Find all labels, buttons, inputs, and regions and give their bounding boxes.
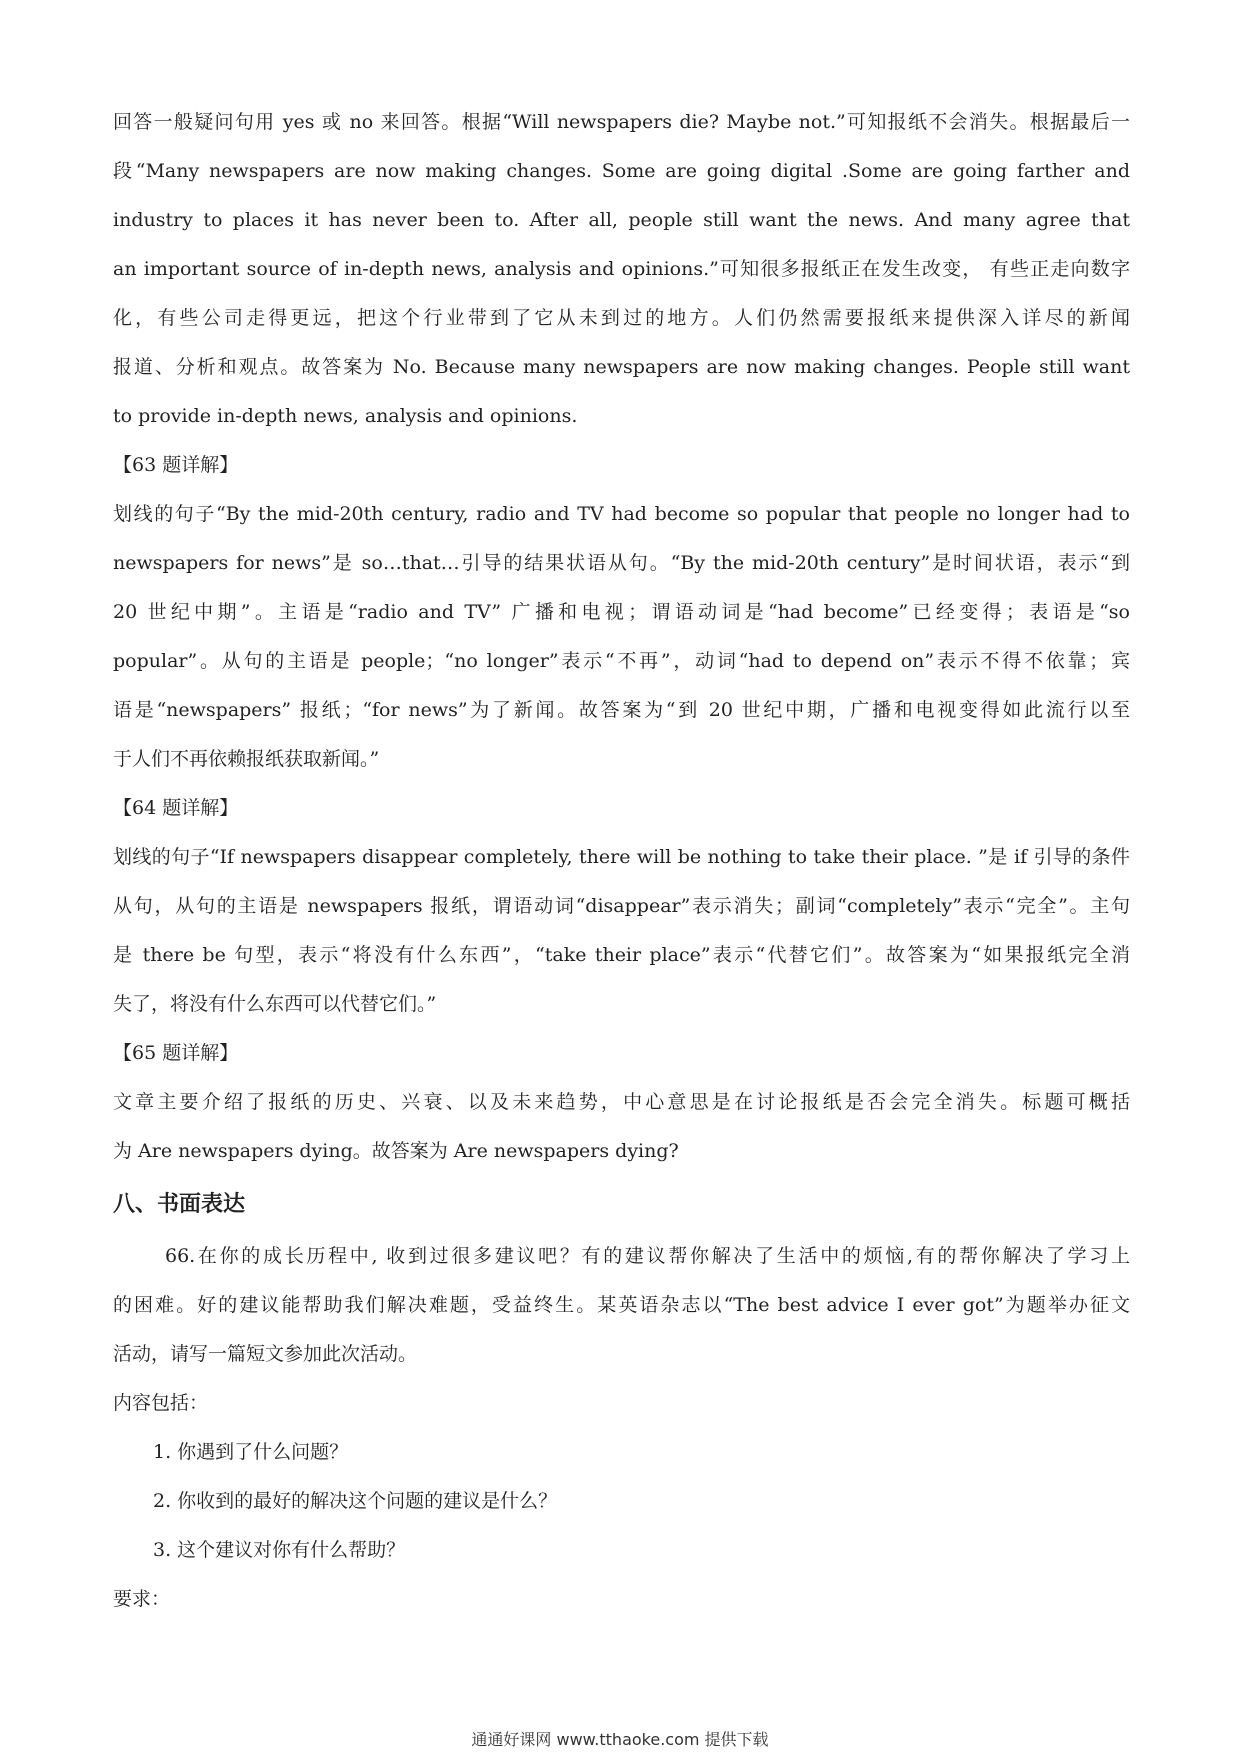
content-list [113, 1428, 1130, 1575]
answer-65-paragraph [113, 1078, 1130, 1176]
list-item: 3. 这个建议对你有什么帮助？ [153, 1539, 406, 1561]
question-64-heading: 【64 题详解】 [113, 797, 239, 819]
text-line: 划线的句子“If newspapers disappear completely, there will be nothing to take their place. ”是 if 引导的条件 [113, 846, 1130, 868]
text-line: 20 世纪中期”。主语是“radio and TV” 广播和电视；谓语动词是“had become”已经变得；表语是“so [113, 601, 1130, 623]
text-line: 从句，从句的主语是 newspapers 报纸，谓语动词“disappear”表示消失；副词“completely”表示“完全”。主句 [113, 895, 1130, 917]
answer-64-paragraph [113, 833, 1130, 1029]
answer-62-paragraph [113, 98, 1130, 441]
text-line: 活动，请写一篇短文参加此次活动。 [113, 1343, 418, 1365]
text-line: 失了，将没有什么东西可以代替它们。” [113, 993, 437, 1015]
text-line: 的困难。好的建议能帮助我们解决难题，受益终生。某英语杂志以“The best advice I ever got”为题举办征文 [113, 1294, 1130, 1316]
requirements-label: 要求： [113, 1588, 171, 1610]
list-item: 1. 你遇到了什么问题？ [153, 1441, 349, 1463]
text-line: 报道、分析和观点。故答案为 No. Because many newspapers are now making changes. People still want [113, 356, 1130, 378]
text-line: 是 there be 句型，表示“将没有什么东西”，“take their place”表示“代替它们”。故答案为“如果报纸完全消 [113, 944, 1130, 966]
answer-63-paragraph [113, 490, 1130, 784]
page-footer: 通通好课网 www.tthaoke.com 提供下载 [471, 1730, 769, 1749]
text-line: 化，有些公司走得更远，把这个行业带到了它从未到过的地方。人们仍然需要报纸来提供深入详尽的新闻 [113, 307, 1130, 329]
question-66-prompt [113, 1232, 1130, 1379]
question-65-heading: 【65 题详解】 [113, 1042, 239, 1064]
text-line: 回答一般疑问句用 yes 或 no 来回答。根据“Will newspapers die? Maybe not.”可知报纸不会消失。根据最后一 [113, 111, 1130, 133]
question-63-heading: 【63 题详解】 [113, 454, 239, 476]
text-line: 语是“newspapers” 报纸；“for news”为了新闻。故答案为“到 20 世纪中期，广播和电视变得如此流行以至 [113, 699, 1130, 721]
text-line: 文章主要介绍了报纸的历史、兴衰、以及未来趋势，中心意思是在讨论报纸是否会完全消失。标题可概括 [113, 1091, 1130, 1113]
section-heading: 八、书面表达 [113, 1192, 246, 1217]
text-line: 于人们不再依赖报纸获取新闻。” [113, 748, 380, 770]
text-line: industry to places it has never been to. After all, people still want the news. And many agree that [113, 209, 1130, 231]
text-line: 66.在你的成长历程中, 收到过很多建议吧？有的建议帮你解决了生活中的烦恼,有的帮你解决了学习上 [165, 1245, 1130, 1267]
text-line: popular”。从句的主语是 people；“no longer”表示“不再”，动词“had to depend on”表示不得不依靠；宾 [113, 650, 1130, 672]
content-label: 内容包括： [113, 1392, 209, 1414]
text-line: an important source of in-depth news, analysis and opinions.”可知很多报纸正在发生改变， 有些正走向数字 [113, 258, 1130, 280]
text-line: 为 Are newspapers dying。故答案为 Are newspapers dying? [113, 1140, 679, 1162]
text-line: newspapers for news”是 so…that…引导的结果状语从句。“By the mid-20th century”是时间状语，表示“到 [113, 552, 1130, 574]
text-line: 划线的句子“By the mid-20th century, radio and TV had become so popular that people no longer had to [113, 503, 1130, 525]
document-body [113, 98, 1130, 1624]
text-line: 段“Many newspapers are now making changes. Some are going digital .Some are going farther and [113, 160, 1130, 182]
text-line: to provide in-depth news, analysis and opinions. [113, 405, 578, 427]
list-item: 2. 你收到的最好的解决这个问题的建议是什么？ [153, 1490, 558, 1512]
